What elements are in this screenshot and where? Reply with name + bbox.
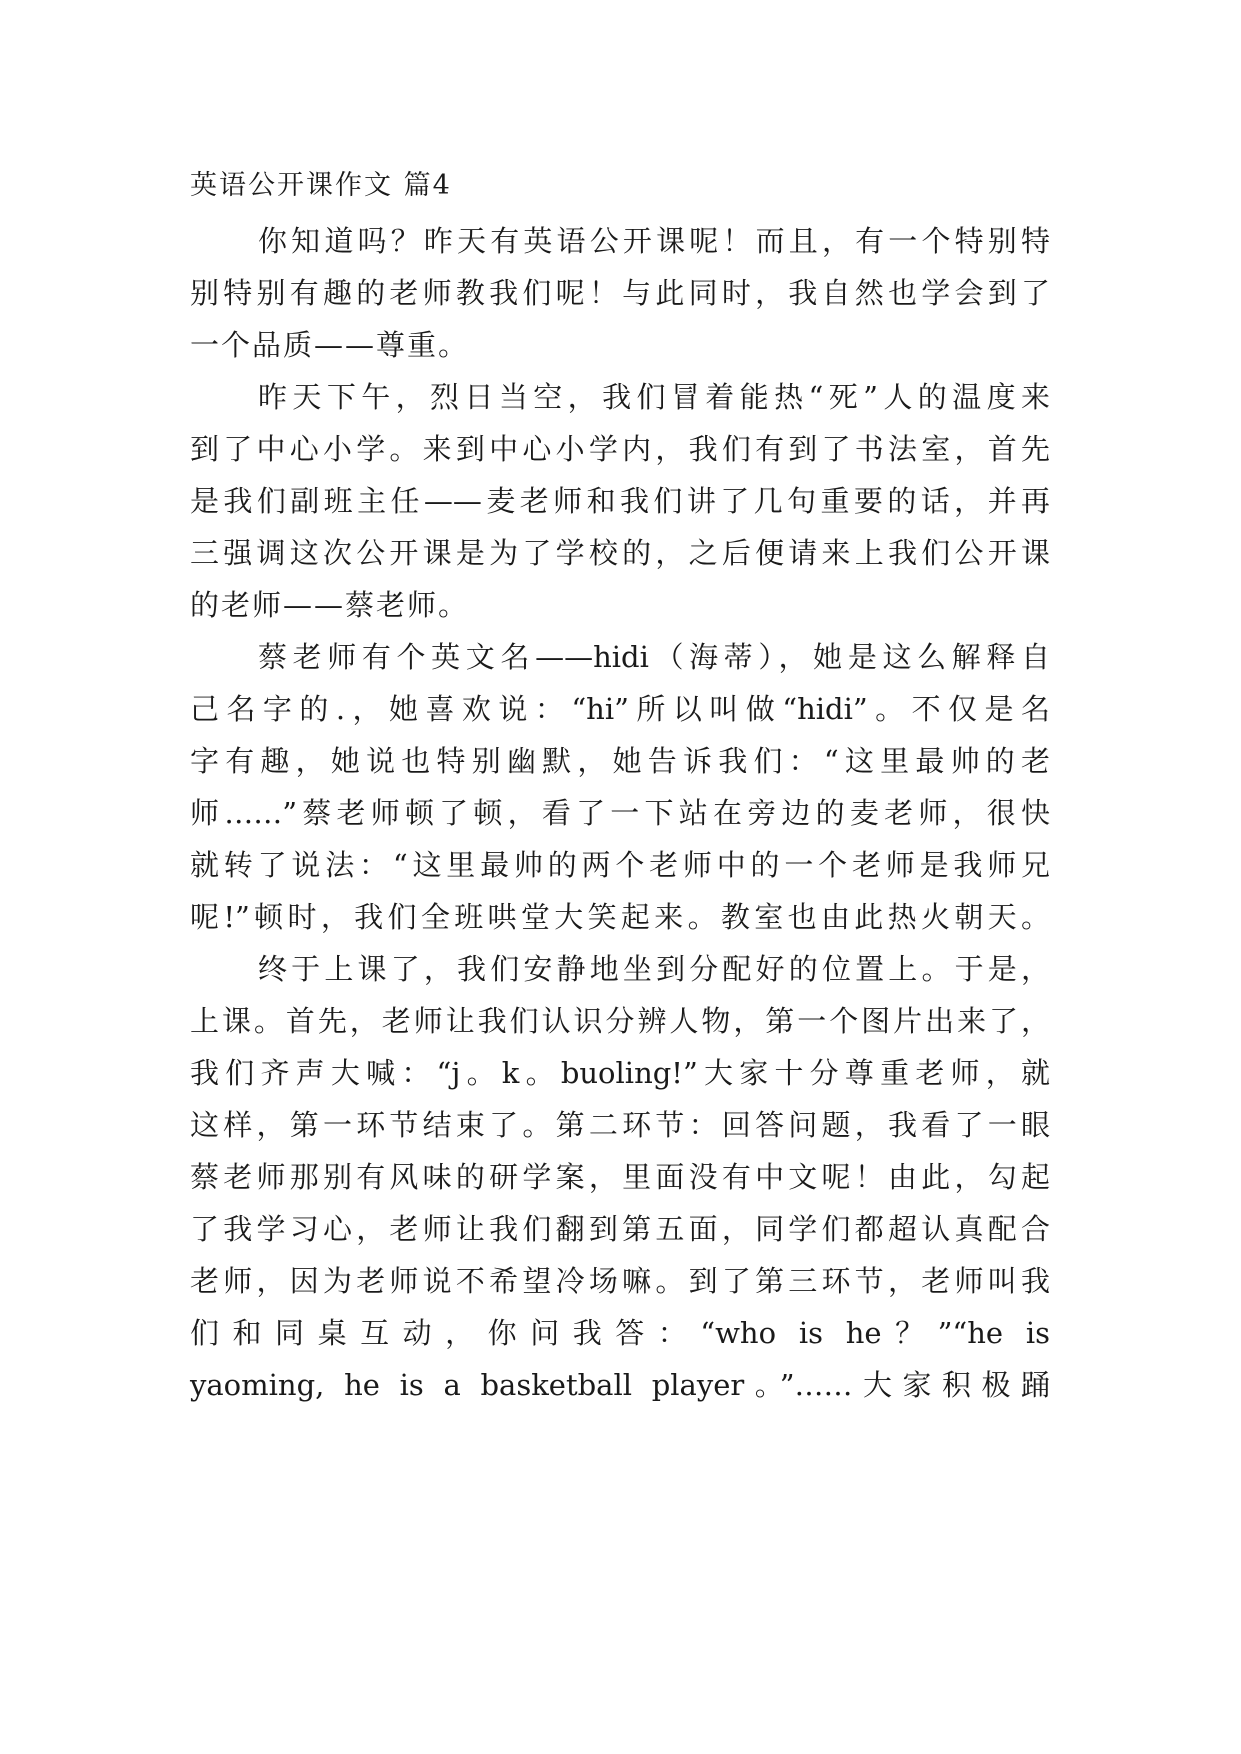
paragraph-3-line-3: 字有趣，她说也特别幽默，她告诉我们：“这里最帅的老 — [190, 744, 1050, 778]
paragraph-1-line-1: 你知道吗？昨天有英语公开课呢！而且，有一个特别特 — [258, 224, 1050, 258]
paragraph-2-line-5: 的老师——蔡老师。 — [190, 588, 470, 622]
paragraph-3-line-4: 师……”蔡老师顿了顿，看了一下站在旁边的麦老师，很快 — [190, 796, 1050, 830]
paragraph-3-line-5: 就转了说法：“这里最帅的两个老师中的一个老师是我师兄 — [190, 848, 1050, 882]
paragraph-3-line-6: 呢!”顿时，我们全班哄堂大笑起来。教室也由此热火朝天。 — [190, 900, 1050, 934]
paragraph-2-line-3: 是我们副班主任——麦老师和我们讲了几句重要的话，并再 — [190, 484, 1050, 518]
paragraph-4-line-6: 了我学习心，老师让我们翻到第五面，同学们都超认真配合 — [190, 1212, 1050, 1246]
paragraph-4-line-2: 上课。首先，老师让我们认识分辨人物，第一个图片出来了， — [190, 1004, 1050, 1038]
paragraph-2-line-2: 到了中心小学。来到中心小学内，我们有到了书法室，首先 — [190, 432, 1050, 466]
paragraph-1-line-3: 一个品质——尊重。 — [190, 328, 470, 362]
paragraph-4-line-1: 终于上课了，我们安静地坐到分配好的位置上。于是， — [258, 952, 1050, 986]
paragraph-4-line-5: 蔡老师那别有风味的研学案，里面没有中文呢！由此，勾起 — [190, 1160, 1050, 1194]
paragraph-2-line-1: 昨天下午，烈日当空，我们冒着能热“死”人的温度来 — [258, 380, 1050, 414]
document-title: 英语公开课作文 篇4 — [190, 170, 452, 201]
paragraph-4-line-3: 我们齐声大喊：“j。k。buoling!”大家十分尊重老师，就 — [190, 1056, 1050, 1090]
paragraph-1-line-2: 别特别有趣的老师教我们呢！与此同时，我自然也学会到了 — [190, 276, 1050, 310]
paragraph-3-line-1: 蔡老师有个英文名——hidi（海蒂），她是这么解释自 — [258, 640, 1050, 674]
paragraph-3-line-2: 己名字的.，她喜欢说：“hi”所以叫做“hidi”。不仅是名 — [190, 692, 1050, 726]
paragraph-4-line-4: 这样，第一环节结束了。第二环节：回答问题，我看了一眼 — [190, 1108, 1050, 1142]
paragraph-4-line-9: yaoming, he is a basketball player。”……大家积极踊 — [190, 1368, 1050, 1402]
paragraph-4-line-8: 们和同桌互动，你问我答：“who is he？”“he is — [190, 1316, 1050, 1350]
paragraph-2-line-4: 三强调这次公开课是为了学校的，之后便请来上我们公开课 — [190, 536, 1050, 570]
paragraph-4-line-7: 老师，因为老师说不希望冷场嘛。到了第三环节，老师叫我 — [190, 1264, 1050, 1298]
